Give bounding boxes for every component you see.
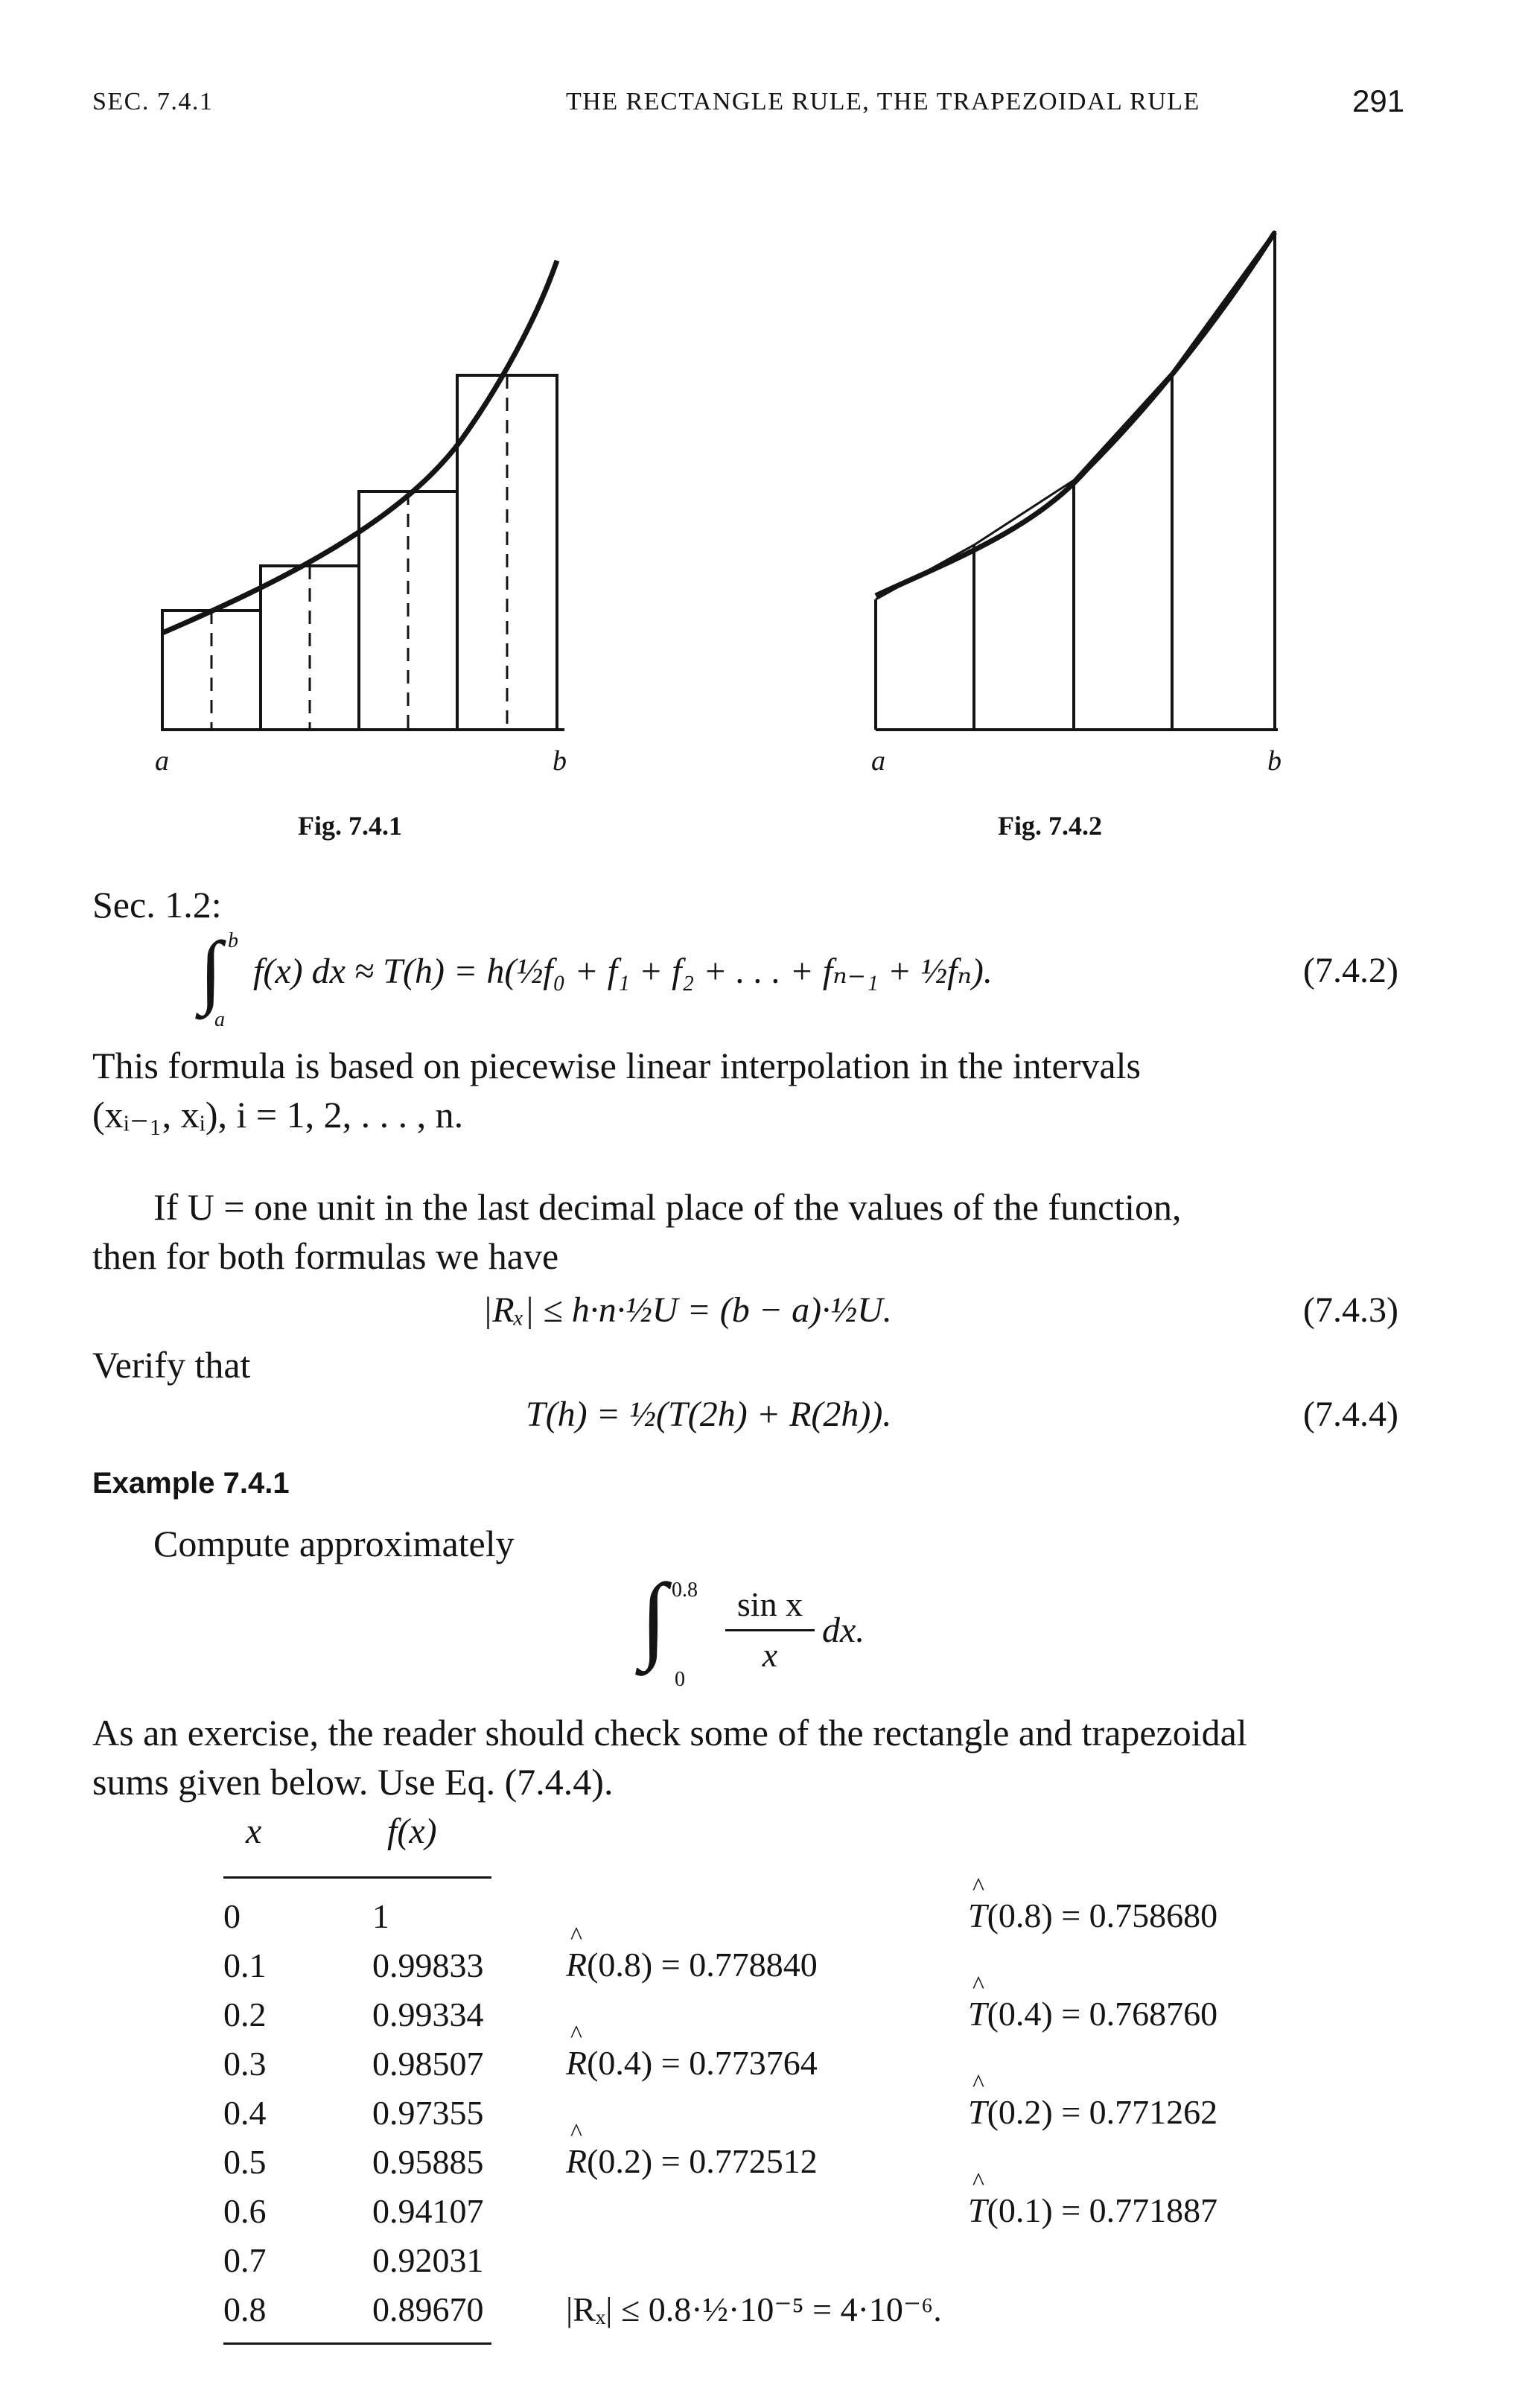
example-integral-sign: ∫ <box>640 1564 667 1672</box>
result-T-0-4-text: (0.4) = 0.768760 <box>987 1995 1218 2033</box>
result-T-0-8: ^ T(0.8) = 0.758680 <box>968 1896 1217 1935</box>
table-bottom-rule <box>223 2342 491 2345</box>
table-cell-x: 0.4 <box>223 2093 267 2132</box>
table-cell-fx: 0.98507 <box>372 2044 484 2083</box>
exercise-line2: sums given below. Use Eq. (7.4.4). <box>92 1761 614 1803</box>
eq742-lower-limit: a <box>214 1008 225 1031</box>
table-cell-fx: 1 <box>372 1896 389 1935</box>
page-number: 291 <box>1352 83 1405 118</box>
equation-7-4-4: T(h) = ½(T(2h) + R(2h)). <box>526 1395 892 1434</box>
table-cell-x: 0.6 <box>223 2191 267 2230</box>
table-row <box>223 2186 484 2235</box>
table-cell-fx: 0.99833 <box>372 1946 484 1984</box>
result-T-0-8-text: (0.8) = 0.758680 <box>987 1896 1218 1934</box>
result-T-0-1: ^ T(0.1) = 0.771887 <box>968 2191 1217 2230</box>
verify-text: Verify that <box>92 1344 251 1386</box>
integrand-dx: dx. <box>822 1611 865 1650</box>
table-cell-x: 0.3 <box>223 2044 267 2083</box>
section-label: SEC. 7.4.1 <box>92 88 214 115</box>
eq742-upper-limit: b <box>228 929 238 952</box>
section-reference: Sec. 1.2: <box>92 884 222 926</box>
table-header-fx: f(x) <box>387 1812 437 1851</box>
equation-number-7-4-3: (7.4.3) <box>1303 1290 1398 1330</box>
table-cell-fx: 0.95885 <box>372 2142 484 2181</box>
table-row <box>223 1990 484 2039</box>
table-cell-fx: 0.94107 <box>372 2191 484 2230</box>
table-row <box>223 2235 484 2284</box>
table-cell-x: 0.5 <box>223 2142 267 2181</box>
table-cell-x: 0.8 <box>223 2290 267 2328</box>
integral-sign: ∫ <box>200 925 223 1016</box>
result-T-0-2: ^ T(0.2) = 0.771262 <box>968 2092 1217 2132</box>
table-cell-fx: 0.99334 <box>372 1995 484 2033</box>
table-row <box>223 1940 484 1990</box>
result-R-0-8: ^ R(0.8) = 0.778840 <box>566 1945 818 1984</box>
compute-text: Compute approximately <box>153 1523 515 1564</box>
fig1-label-a: a <box>155 745 169 777</box>
paragraph-interpolation-line2: (xᵢ₋₁, xᵢ), i = 1, 2, . . . , n. <box>92 1094 464 1135</box>
fig2-caption: Fig. 7.4.2 <box>998 811 1102 841</box>
table-row <box>223 1891 484 1940</box>
table-row <box>223 2088 484 2137</box>
value-table <box>223 1891 484 2334</box>
example-upper-limit: 0.8 <box>672 1579 698 1602</box>
equation-number-7-4-4: (7.4.4) <box>1303 1395 1398 1434</box>
table-top-rule <box>223 1876 491 1879</box>
table-header-x: x <box>246 1812 262 1851</box>
example-lower-limit: 0 <box>675 1668 685 1691</box>
result-T-0-2-text: (0.2) = 0.771262 <box>987 2093 1218 2131</box>
table-cell-x: 0 <box>223 1896 241 1935</box>
fraction-bar <box>725 1629 815 1631</box>
table-row <box>223 2039 484 2088</box>
fig2-label-b: b <box>1267 745 1282 777</box>
equation-number-7-4-2: (7.4.2) <box>1303 951 1398 990</box>
paragraph-unit-line2: then for both formulas we have <box>92 1235 559 1277</box>
result-T-0-1-text: (0.1) = 0.771887 <box>987 2191 1218 2229</box>
error-bound: |Rₓ| ≤ 0.8·½·10⁻⁵ = 4·10⁻⁶. <box>566 2290 942 2328</box>
result-T-0-4: ^ T(0.4) = 0.768760 <box>968 1994 1217 2033</box>
integrand-numerator: sin x <box>736 1585 803 1623</box>
equation-7-4-2: f(x) dx ≈ T(h) = h(½f₀ + f₁ + f₂ + . . . + fₙ₋₁ + ½fₙ). <box>253 952 993 991</box>
table-cell-x: 0.1 <box>223 1946 267 1984</box>
integrand-denominator: x <box>762 1636 778 1674</box>
table-cell-x: 0.2 <box>223 1995 267 2033</box>
result-R-0-4-text: (0.4) = 0.773764 <box>587 2044 818 2082</box>
table-row <box>223 2284 484 2334</box>
equation-7-4-3: |Rₓ| ≤ h·n·½U = (b − a)·½U. <box>483 1290 892 1330</box>
result-R-0-4: ^ R(0.4) = 0.773764 <box>566 2043 818 2083</box>
figure-rectangle-rule <box>149 253 596 789</box>
fig1-label-b: b <box>553 745 567 777</box>
paragraph-interpolation-line1: This formula is based on piecewise linear interpolation in the intervals <box>92 1045 1141 1086</box>
fig2-label-a: a <box>871 745 885 777</box>
value-table-body <box>223 1891 484 2334</box>
table-cell-fx: 0.89670 <box>372 2290 484 2328</box>
table-cell-fx: 0.97355 <box>372 2093 484 2132</box>
paragraph-unit-line1: If U = one unit in the last decimal place of the values of the function, <box>153 1186 1182 1228</box>
table-cell-fx: 0.92031 <box>372 2240 484 2279</box>
exercise-line1: As an exercise, the reader should check some of the rectangle and trapezoidal <box>92 1712 1247 1754</box>
result-R-0-8-text: (0.8) = 0.778840 <box>587 1946 818 1984</box>
table-cell-x: 0.7 <box>223 2240 267 2279</box>
running-title: THE RECTANGLE RULE, THE TRAPEZOIDAL RULE <box>566 88 1200 115</box>
figure-trapezoidal-rule <box>864 223 1311 759</box>
result-R-0-2: ^ R(0.2) = 0.772512 <box>566 2141 818 2181</box>
result-R-0-2-text: (0.2) = 0.772512 <box>587 2142 818 2180</box>
example-heading: Example 7.4.1 <box>92 1467 290 1500</box>
fig1-caption: Fig. 7.4.1 <box>298 811 402 841</box>
table-row <box>223 2137 484 2186</box>
